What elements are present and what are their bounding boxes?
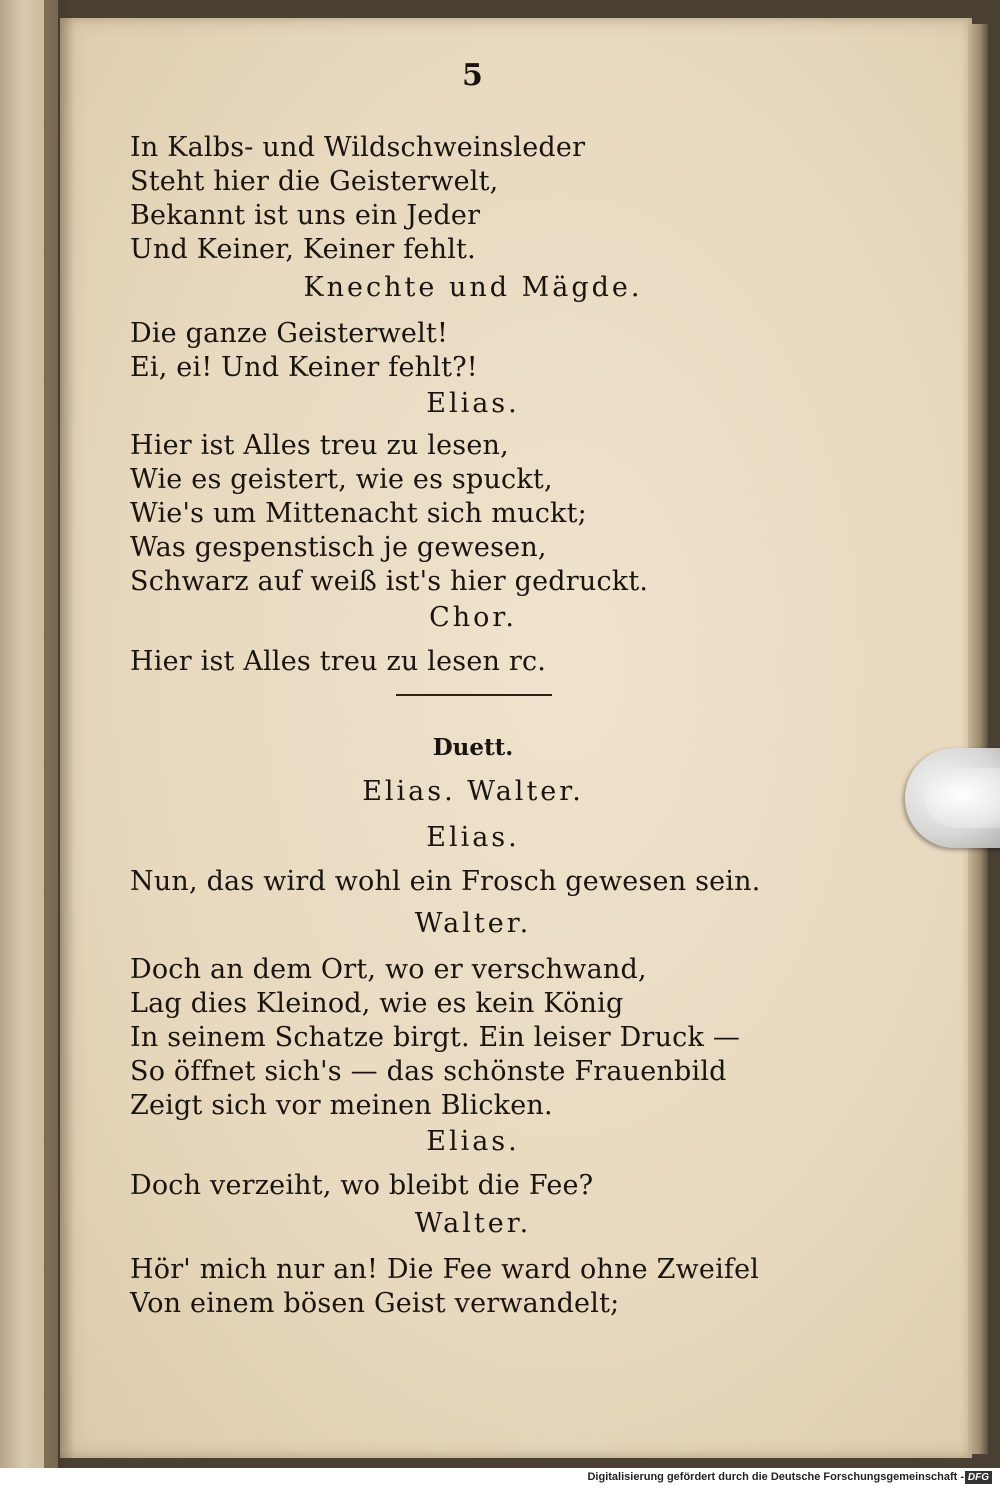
verse-line: Die ganze Geisterwelt! — [130, 318, 448, 349]
speaker-label: Elias. — [426, 1126, 520, 1157]
verse-line: Doch an dem Ort, wo er verschwand, — [130, 954, 647, 985]
funding-credit: Digitalisierung gefördert durch die Deutsche Forschungsgemeinschaft - — [587, 1471, 964, 1483]
verse-line: Hier ist Alles treu zu lesen rc. — [130, 646, 547, 677]
verse-line: Von einem bösen Geist verwandelt; — [130, 1288, 620, 1319]
verse-line: Schwarz auf weiß ist's hier gedruckt. — [130, 566, 649, 597]
verse-line: Hier ist Alles treu zu lesen, — [130, 430, 509, 461]
page-number: 5 — [462, 58, 483, 93]
verse-line: Wie es geistert, wie es spuckt, — [130, 464, 553, 495]
verse-line: Hör' mich nur an! Die Fee ward ohne Zweifel — [130, 1254, 760, 1285]
verse-line: In seinem Schatze birgt. Ein leiser Druck — — [130, 1022, 741, 1053]
verse-line: Steht hier die Geisterwelt, — [130, 166, 499, 197]
dfg-logo: DFG — [965, 1471, 992, 1484]
verse-line: Wie's um Mittenacht sich muckt; — [130, 498, 587, 529]
speaker-label: Elias. — [426, 388, 520, 419]
verse-line: Was gespenstisch je gewesen, — [130, 532, 547, 563]
speaker-label: Chor. — [429, 602, 517, 633]
verse-line: Doch verzeiht, wo bleibt die Fee? — [130, 1170, 594, 1201]
verse-line: Bekannt ist uns ein Jeder — [130, 200, 481, 231]
paper-clip-highlight — [925, 768, 1000, 828]
speaker-label: Elias. — [426, 822, 520, 853]
verse-line: Zeigt sich vor meinen Blicken. — [130, 1090, 553, 1121]
speaker-label: Knechte und Mägde. — [303, 272, 643, 303]
speaker-label: Elias. Walter. — [362, 776, 584, 807]
verse-line: Lag dies Kleinod, wie es kein König — [130, 988, 624, 1019]
section-heading: Duett. — [432, 734, 514, 761]
verse-line: Ei, ei! Und Keiner fehlt?! — [130, 352, 478, 383]
verse-line: So öffnet sich's — das schönste Frauenbild — [130, 1056, 727, 1087]
verse-line: Und Keiner, Keiner fehlt. — [130, 234, 476, 265]
page-stack-edge — [968, 24, 988, 1454]
verse-line: In Kalbs- und Wildschweinsleder — [130, 132, 586, 163]
section-divider — [396, 694, 552, 696]
speaker-label: Walter. — [414, 908, 532, 939]
speaker-label: Walter. — [414, 1208, 532, 1239]
verse-line: Nun, das wird wohl ein Frosch gewesen sein. — [130, 866, 761, 897]
